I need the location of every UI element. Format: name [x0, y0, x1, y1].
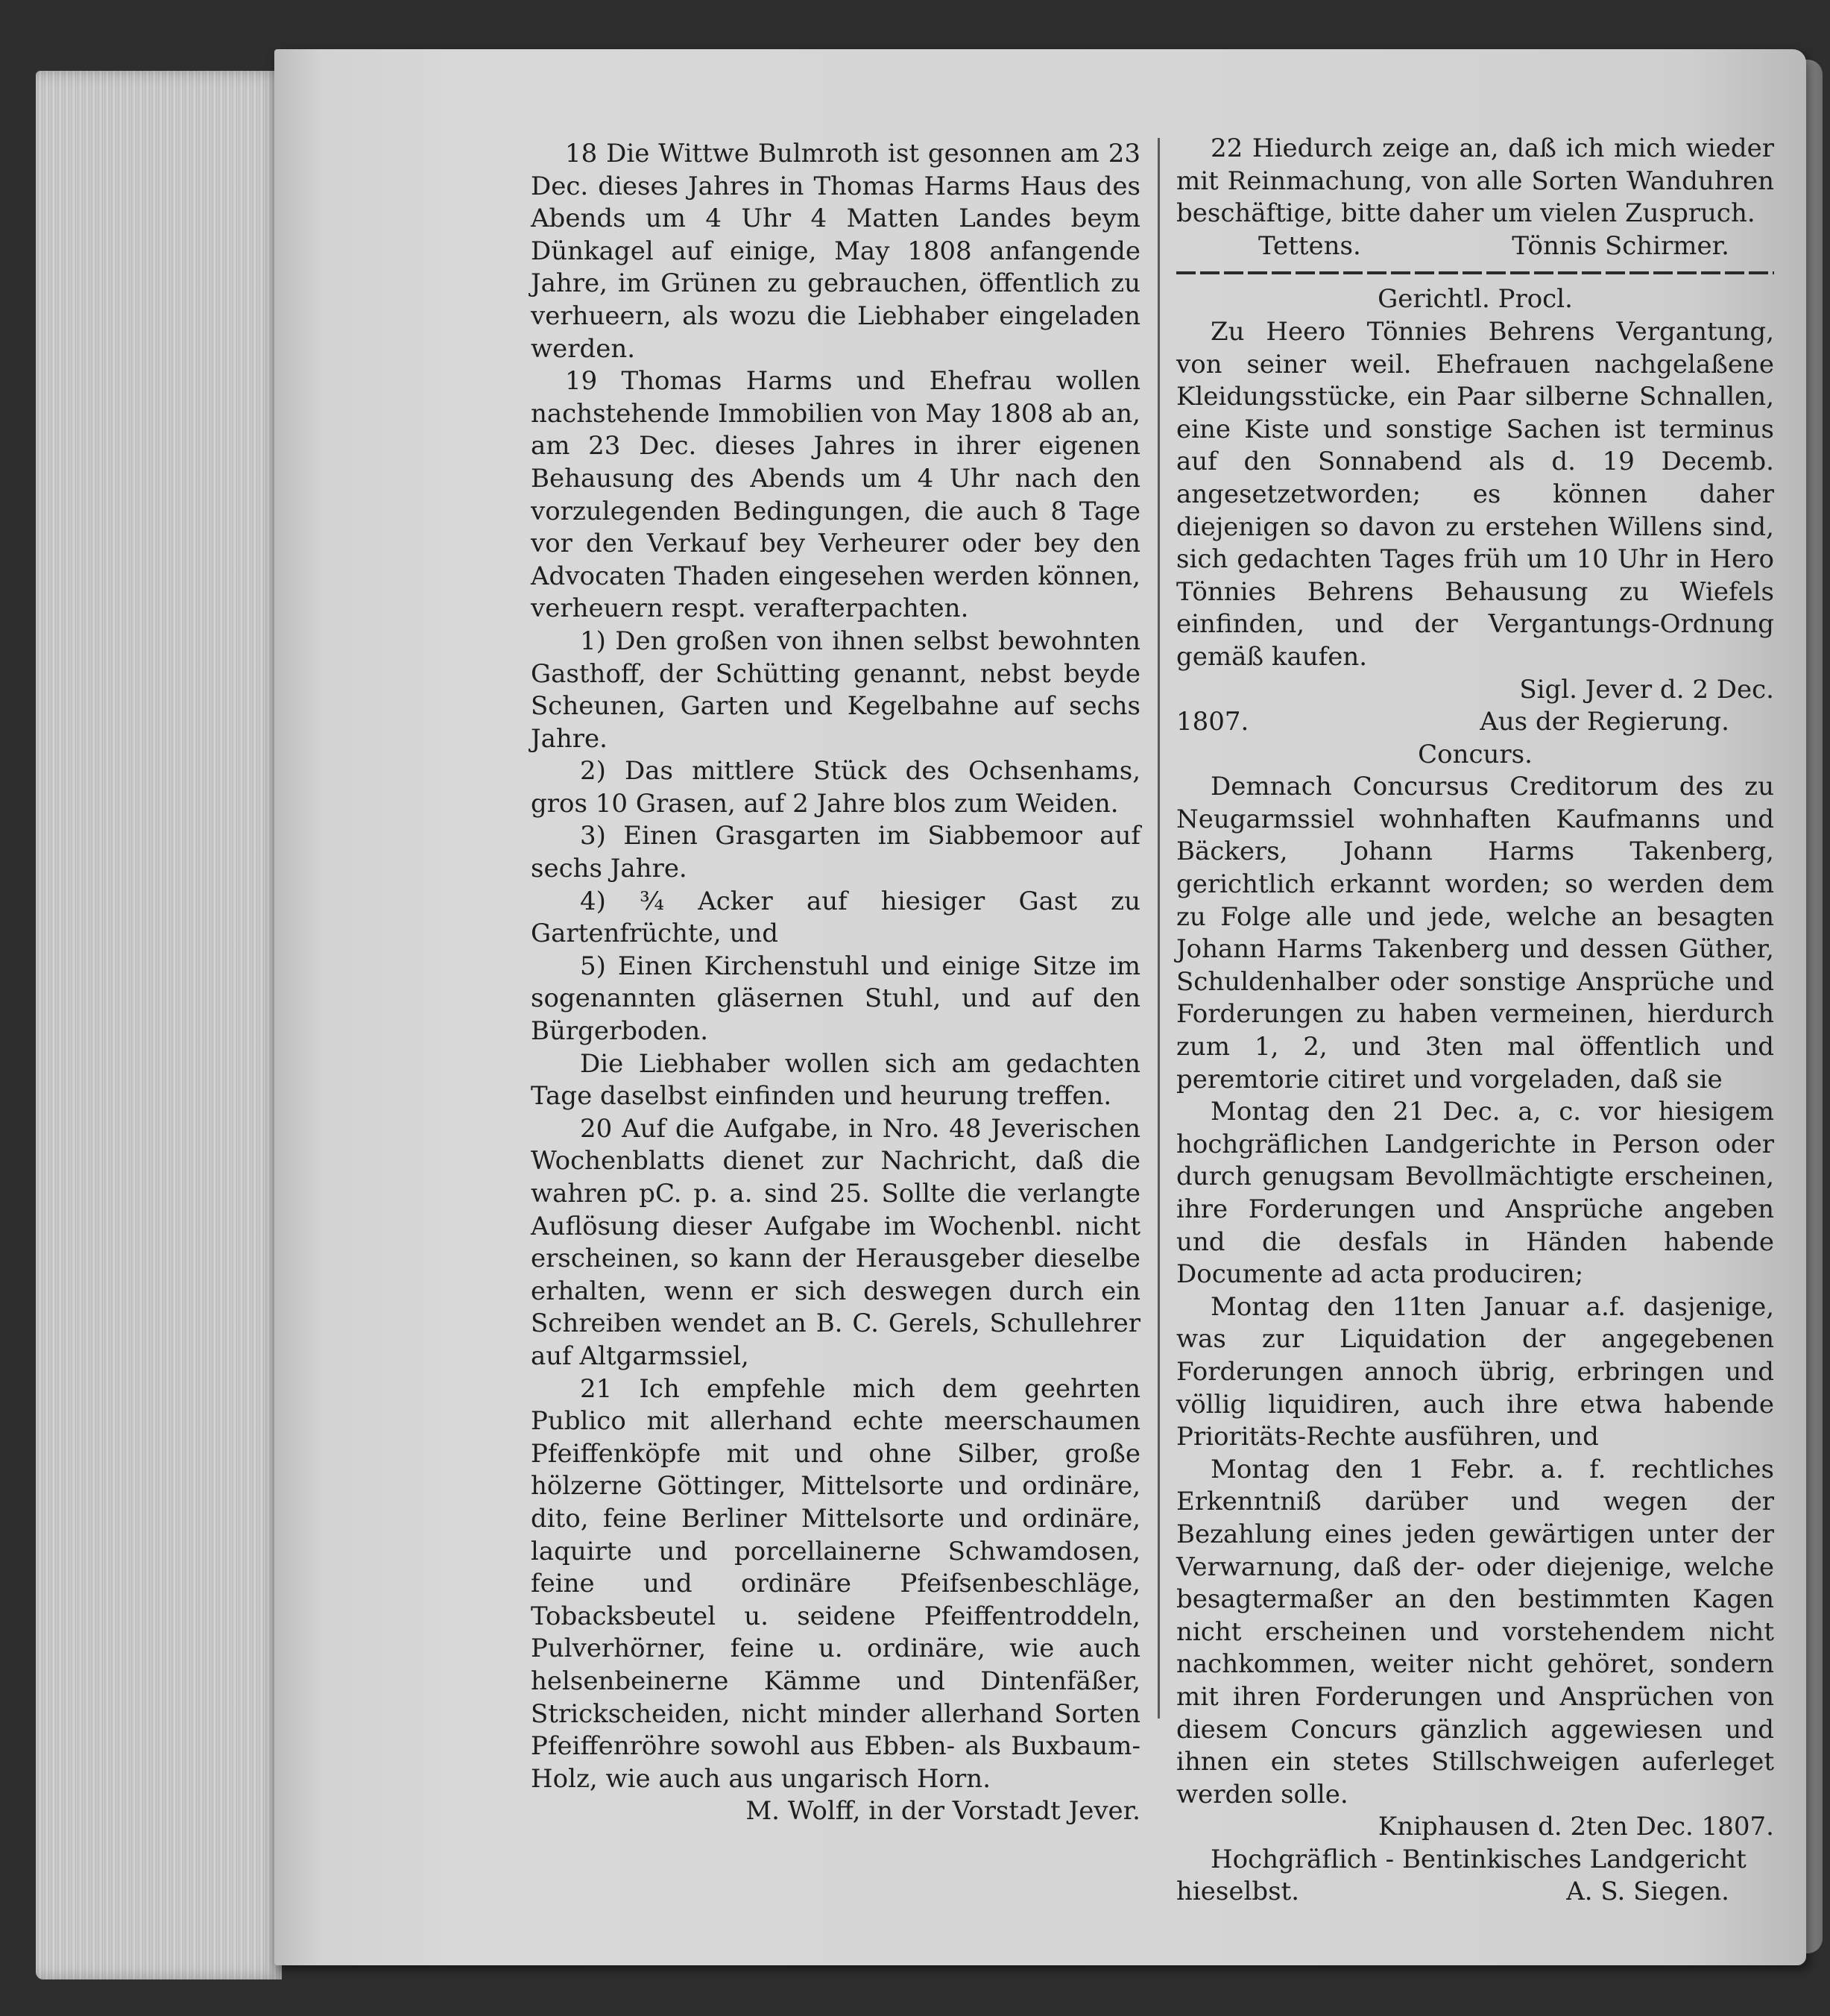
notice-19: 19 Thomas Harms und Ehefrau wollen nachstehende Immobilien von May 1808 ab an, am 23 Dec. dieses Jahres in ihrer eigenen Behausung des Abends um 4 Uhr nach den vorzulegenden Bedingungen, die auch 8 Tage vor den Verkauf bey Verheurer oder bey den Advocaten Thaden eingesehen werden können, verheuern respt. verafterpachten.	[531, 366, 1140, 624]
notice-19-closing: Die Liebhaber wollen sich am gedachten Tage daselbst einfinden und heurung treffen.	[531, 1048, 1140, 1112]
notice-22-place: Tettens.	[1258, 230, 1361, 261]
proclam-signature-row	[1176, 706, 1774, 739]
concurs-court-row	[1176, 1876, 1774, 1909]
proclam-sign-place: Sigl. Jever d. 2 Dec.	[1519, 674, 1774, 705]
proclam-text: Zu Heero Tönnies Behrens Vergantung, von seiner weil. Ehefrauen nachgelaßene Kleidungsstücke, ein Paar silberne Schnallen, eine Kiste und sonstige Sachen ist terminus auf den Sonnabend als d. 19 Decemb. angesetzetworden; es können daher diejenigen so davon zu erstehen Willens sind, sich gedachten Tages früh um 10 Uhr in Hero Tönnies Behrens Behausung zu Wiefels einfinden, und der Vergantungs-Ordnung gemäß kaufen.	[1176, 316, 1774, 672]
concurs-text: Demnach Concursus Creditorum des zu Neugarmssiel wohnhaften Kaufmanns und Bäckers, Johann Harms Takenberg, gerichtlich erkannt worden; so werden dem zu Folge alle und jede, welche an besagten Johann Harms Takenberg und dessen Güther, Schuldenhalber oder sonstige Ansprüche und Forderungen zu haben vermeinen, hierdurch zum 1, 2, und 3ten mal öffentlich und peremtorie citiret und vorgeladen, daß sie	[1176, 772, 1774, 1094]
page-edges	[36, 71, 282, 1979]
concurs-sign-date: Kniphausen d. 2ten Dec. 1807.	[1378, 1812, 1774, 1842]
notice-18: 18 Die Wittwe Bulmroth ist gesonnen am 23 Dec. dieses Jahres in Thomas Harms Haus des Abends um 4 Uhr 4 Matten Landes beym Dünkagel auf einige, May 1808 anfangende Jahre, im Grünen zu gebrauchen, öffentlich zu verhueern, als wozu die Liebhaber eingeladen werden.	[531, 139, 1140, 364]
notice-19-item-3: 3) Einen Grasgarten im Siabbemoor auf sechs Jahre.	[531, 821, 1140, 884]
notice-19-item-5: 5) Einen Kirchenstuhl und einige Sitze im sogenannten gläsernen Stuhl, und auf den Bürgerboden.	[531, 951, 1140, 1047]
concurs-court-sign: A. S. Siegen.	[1566, 1877, 1729, 1907]
proclam-year: 1807.	[1176, 707, 1249, 737]
concurs-date-3: Montag den 1 Febr. a. f. rechtliches Erkenntniß darüber und wegen der Bezahlung eines jeden gewärtigen unter der Verwarnung, daß der- oder diejenige, welche besagtermaßer an den bestimmten Kagen nicht erscheinen und vorstehendem nicht nachkommen, weiter nicht gehöret, sondern mit ihren Forderungen und Ansprüchen von diesem Concurs gänzlich aggewiesen und ihnen ein stetes Stillschweigen auferleget werden solle.	[1176, 1454, 1774, 1809]
concurs-court: Hochgräflich - Bentinkisches Landgericht	[1211, 1844, 1747, 1874]
notice-22-signature-row	[1176, 230, 1774, 263]
concurs-date-1: Montag den 21 Dec. a, c. vor hiesigem hochgräflichen Landgerichte in Person oder durch genugsam Bevollmächtigte erscheinen, ihre Forderungen und Ansprüche angeben und die desfals in Händen habende Documente ad acta produciren;	[1176, 1097, 1774, 1290]
notice-22: 22 Hiedurch zeige an, daß ich mich wieder mit Reinmachung, von alle Sorten Wanduhren beschäftige, bitte daher um vielen Zuspruch.	[1176, 133, 1774, 229]
right-column	[1176, 133, 1774, 1909]
notice-21-signature: M. Wolff, in der Vorstadt Jever.	[745, 1796, 1140, 1827]
concurs-date-2: Montag den 11ten Januar a.f. dasjenige, was zur Liquidation der angegebenen Forderungen annoch übrig, erbringen und völlig liquidiren, auch ihre etwa habende Prioritäts-Rechte ausführen, und	[1176, 1291, 1774, 1452]
notice-22-name: Tönnis Schirmer.	[1512, 230, 1729, 261]
section-rule	[1176, 271, 1774, 274]
proclam-heading: Gerichtl. Procl.	[1378, 284, 1573, 315]
proclam-sign: Aus der Regierung.	[1480, 707, 1729, 737]
concurs-court-place: hieselbst.	[1176, 1877, 1300, 1907]
notice-19-item-1: 1) Den großen von ihnen selbst bewohnten Gasthoff, der Schütting genannt, nebst beyde Scheunen, Garten und Kegelbahne auf sechs Jahre.	[531, 626, 1140, 754]
notice-20: 20 Auf die Aufgabe, in Nro. 48 Jeverischen Wochenblatts dienet zur Nachricht, daß die wahren pC. p. a. sind 25. Sollte die verlangte Auflösung dieser Aufgabe im Wochenbl. nicht erscheinen, so kann der Herausgeber dieselbe erhalten, wenn er sich deswegen durch ein Schreiben wendet an B. C. Gerels, Schullehrer auf Altgarmssiel,	[531, 1113, 1140, 1371]
notice-19-item-4: 4) ¾ Acker auf hiesiger Gast zu Gartenfrüchte, und	[531, 886, 1140, 949]
notice-21: 21 Ich empfehle mich dem geehrten Publico mit allerhand echte meerschaumen Pfeiffenköpfe mit und ohne Silber, große hölzerne Göttinger, Mittelsorte und ordinäre, dito, feine Berliner Mittelsorte und ordinäre, laquirte und porcellainerne Schwamdosen, feine und ordinäre Pfeifsenbeschläge, Tobacksbeutel u. seidene Pfeiffentroddeln, Pulverhörner, feine u. ordinäre, wie auch helsenbeinerne Kämme und Dintenfäßer, Strickscheiden, nicht minder allerhand Sorten Pfeiffenröhre sowohl aus Ebben- als Buxbaum-Holz, wie auch aus ungarisch Horn.	[531, 1373, 1140, 1794]
notice-19-item-2: 2) Das mittlere Stück des Ochsenhams, gros 10 Grasen, auf 2 Jahre blos zum Weiden.	[531, 756, 1140, 819]
concurs-heading: Concurs.	[1418, 739, 1533, 769]
left-column	[531, 138, 1140, 1828]
column-divider	[1158, 138, 1160, 1719]
